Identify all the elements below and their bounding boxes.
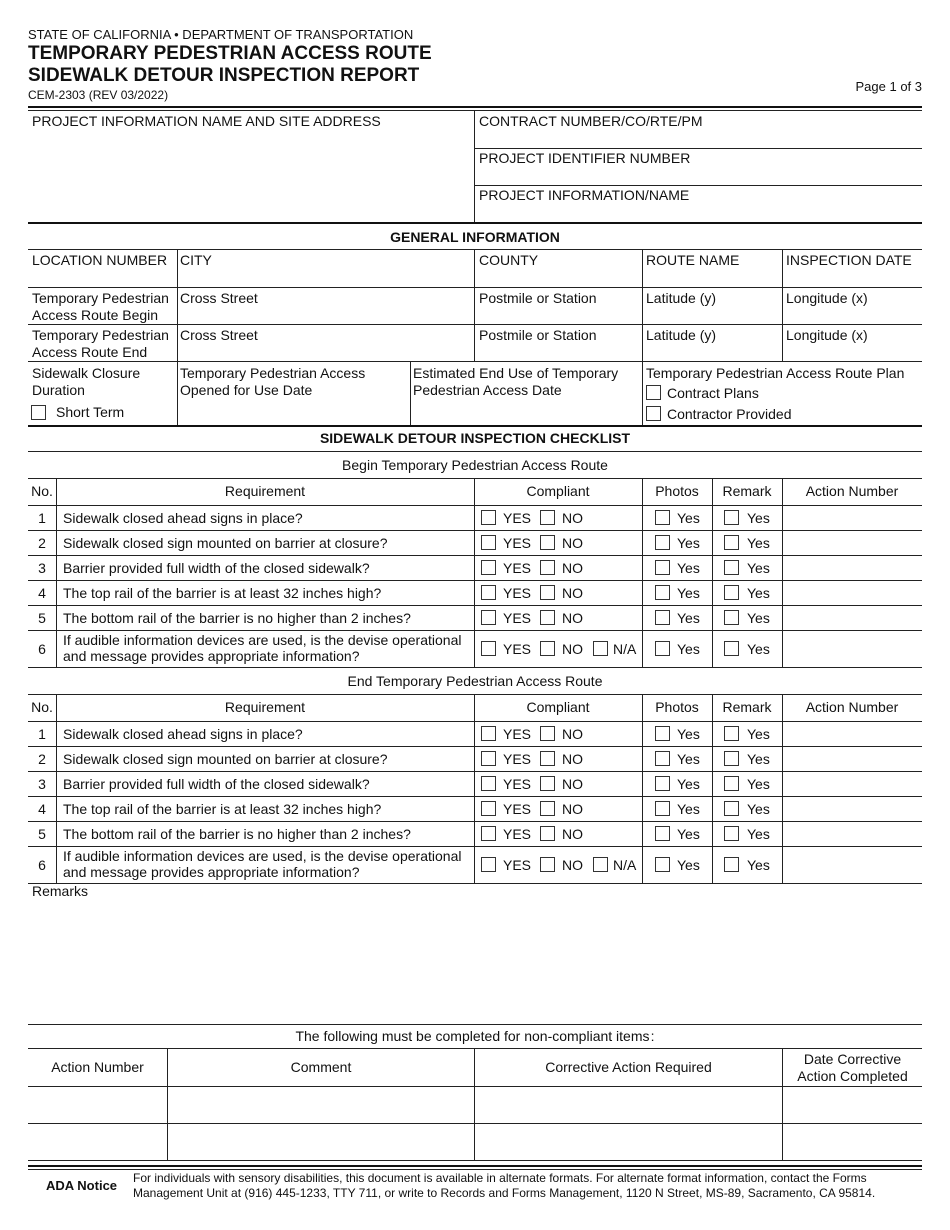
divider (28, 1169, 922, 1170)
nc-row1-date-cell[interactable] (783, 1087, 922, 1123)
divider (28, 222, 922, 224)
remarks-label: Remarks (32, 883, 89, 899)
begin-row5-remark-label: Yes (747, 609, 770, 626)
divider (28, 1160, 922, 1161)
begin-row6-requirement-line2: and message provides appropriate information? (63, 648, 360, 664)
begin-row3-requirement: Barrier provided full width of the closed sidewalk? (63, 559, 370, 576)
begin-row5-action-number-cell[interactable] (783, 606, 922, 630)
begin-row6-no-label: NO (562, 640, 583, 657)
short-term-label: Short Term (56, 404, 125, 420)
begin-row5-requirement: The bottom rail of the barrier is no higher than 2 inches? (63, 609, 411, 626)
end-row6-photos-label: Yes (677, 856, 700, 873)
end-row5-requirement: The bottom rail of the barrier is no higher than 2 inches? (63, 825, 411, 842)
end-row1-number: 1 (38, 725, 46, 742)
nc-comment-header: Comment (290, 1059, 352, 1075)
begin-row2-requirement: Sidewalk closed sign mounted on barrier at closure? (63, 534, 388, 551)
end-row3-no-label: NO (562, 775, 583, 792)
end-row2-number: 2 (38, 750, 46, 767)
nc-row1-comment-cell[interactable] (168, 1087, 474, 1123)
begin-row4-photos-checkbox[interactable] (655, 585, 670, 600)
begin-row2-remark-label: Yes (747, 534, 770, 551)
nc-date-header-line2: Action Completed (797, 1068, 908, 1084)
begin-row5-yes-checkbox[interactable] (481, 610, 496, 625)
begin-row6-na-checkbox[interactable] (593, 641, 608, 656)
noncompliant-heading: The following must be completed for non-compliant items : (295, 1028, 655, 1044)
city-label: CITY (180, 252, 212, 268)
begin-row3-photos-label: Yes (677, 559, 700, 576)
end-row3-remark-checkbox[interactable] (724, 776, 739, 791)
begin-row4-remark-label: Yes (747, 584, 770, 601)
begin-row3-no-checkbox[interactable] (540, 560, 555, 575)
begin-row5-yes-label: YES (503, 609, 532, 626)
begin-row6-action-number-cell[interactable] (783, 631, 922, 667)
begin-row1-yes-label: YES (503, 509, 532, 526)
begin-row6-requirement-line1: If audible information devices are used, is the devise operational (63, 632, 462, 648)
closure-label-line2: Duration (32, 382, 85, 398)
begin-row3-yes-checkbox[interactable] (481, 560, 496, 575)
divider (712, 478, 713, 667)
end-row4-action-number-cell[interactable] (783, 797, 922, 821)
end-row5-number: 5 (38, 825, 46, 842)
end-row2-yes-checkbox[interactable] (481, 751, 496, 766)
end-row6-remark-label: Yes (747, 856, 770, 873)
begin-row1-action-number-cell[interactable] (783, 506, 922, 530)
location-number-label: LOCATION NUMBER (32, 252, 168, 268)
divider (410, 361, 411, 425)
divider (712, 694, 713, 883)
agency-line: STATE OF CALIFORNIA • DEPARTMENT OF TRANSPORTATION (28, 27, 414, 42)
begin-row3-no-label: NO (562, 559, 583, 576)
end-header-compliant: Compliant (526, 699, 590, 715)
begin-title: Begin Temporary Pedestrian Access Route (342, 457, 608, 473)
divider (474, 110, 475, 222)
begin-row1-remark-label: Yes (747, 509, 770, 526)
divider (28, 1024, 922, 1025)
begin-row4-remark-checkbox[interactable] (724, 585, 739, 600)
divider (474, 478, 475, 667)
page-number: Page 1 of 3 (855, 79, 922, 94)
divider (56, 478, 57, 667)
end-row4-remark-checkbox[interactable] (724, 801, 739, 816)
divider (474, 249, 475, 361)
begin-row1-no-checkbox[interactable] (540, 510, 555, 525)
divider (28, 249, 922, 250)
divider (28, 324, 922, 325)
begin-row6-photos-checkbox[interactable] (655, 641, 670, 656)
begin-row5-no-label: NO (562, 609, 583, 626)
nc-row2-action-cell[interactable] (28, 1124, 167, 1160)
end-row1-remark-checkbox[interactable] (724, 726, 739, 741)
begin-row6-photos-label: Yes (677, 640, 700, 657)
contractor-provided-label: Contractor Provided (667, 406, 792, 422)
ada-notice-label: ADA Notice (46, 1178, 118, 1193)
end-header-no: No. (31, 699, 53, 715)
end-postmile-label: Postmile or Station (479, 327, 597, 343)
begin-row1-photos-label: Yes (677, 509, 700, 526)
end-row6-na-label: N/A (613, 856, 637, 873)
end-header-photos: Photos (655, 699, 699, 715)
end-row3-yes-checkbox[interactable] (481, 776, 496, 791)
divider (28, 1165, 922, 1167)
begin-row4-action-number-cell[interactable] (783, 581, 922, 605)
end-row6-action-number-cell[interactable] (783, 847, 922, 883)
end-row1-yes-label: YES (503, 725, 532, 742)
end-row2-requirement: Sidewalk closed sign mounted on barrier at closure? (63, 750, 388, 767)
end-row5-no-label: NO (562, 825, 583, 842)
end-header-requirement: Requirement (224, 699, 306, 715)
begin-row1-remark-checkbox[interactable] (724, 510, 739, 525)
begin-row3-yes-label: YES (503, 559, 532, 576)
end-row1-photos-checkbox[interactable] (655, 726, 670, 741)
inspection-date-label: INSPECTION DATE (786, 252, 912, 268)
divider (28, 667, 922, 668)
nc-row1-corrective-cell[interactable] (475, 1087, 782, 1123)
end-row6-na-checkbox[interactable] (593, 857, 608, 872)
end-row3-no-checkbox[interactable] (540, 776, 555, 791)
begin-row1-photos-checkbox[interactable] (655, 510, 670, 525)
contract-number-label: CONTRACT NUMBER/CO/RTE/PM (479, 113, 703, 129)
begin-row4-requirement: The top rail of the barrier is at least 32 inches high? (63, 584, 382, 601)
begin-row2-photos-checkbox[interactable] (655, 535, 670, 550)
end-row2-remark-label: Yes (747, 750, 770, 767)
begin-row2-number: 2 (38, 534, 46, 551)
end-row6-photos-checkbox[interactable] (655, 857, 670, 872)
begin-row5-no-checkbox[interactable] (540, 610, 555, 625)
begin-row6-yes-checkbox[interactable] (481, 641, 496, 656)
begin-row6-no-checkbox[interactable] (540, 641, 555, 656)
end-latitude-label: Latitude (y) (646, 327, 717, 343)
end-header-remark: Remark (722, 699, 772, 715)
end-label-line2: Access Route End (32, 344, 148, 360)
begin-row5-remark-checkbox[interactable] (724, 610, 739, 625)
end-row4-photos-checkbox[interactable] (655, 801, 670, 816)
end-row4-requirement: The top rail of the barrier is at least 32 inches high? (63, 800, 382, 817)
end-row2-remark-checkbox[interactable] (724, 751, 739, 766)
end-row2-photos-checkbox[interactable] (655, 751, 670, 766)
end-row2-no-checkbox[interactable] (540, 751, 555, 766)
begin-header-remark: Remark (722, 483, 772, 499)
begin-latitude-label: Latitude (y) (646, 290, 717, 306)
begin-label-line1: Temporary Pedestrian (32, 290, 169, 306)
end-row4-yes-checkbox[interactable] (481, 801, 496, 816)
project-site-label: PROJECT INFORMATION NAME AND SITE ADDRESS (32, 113, 381, 129)
begin-row1-no-label: NO (562, 509, 583, 526)
end-row3-requirement: Barrier provided full width of the closed sidewalk? (63, 775, 370, 792)
divider (28, 287, 922, 288)
end-row5-remark-checkbox[interactable] (724, 826, 739, 841)
end-row2-yes-label: YES (503, 750, 532, 767)
end-title: End Temporary Pedestrian Access Route (347, 673, 603, 689)
divider (782, 694, 783, 883)
begin-row5-number: 5 (38, 609, 46, 626)
end-row3-yes-label: YES (503, 775, 532, 792)
divider (474, 694, 475, 883)
begin-row4-yes-label: YES (503, 584, 532, 601)
closure-label-line1: Sidewalk Closure (32, 365, 141, 381)
divider (28, 478, 922, 479)
end-row6-requirement-line2: and message provides appropriate information? (63, 864, 360, 880)
nc-date-header-line1: Date Corrective (803, 1051, 902, 1067)
end-row4-no-checkbox[interactable] (540, 801, 555, 816)
end-row4-remark-label: Yes (747, 800, 770, 817)
checklist-heading: SIDEWALK DETOUR INSPECTION CHECKLIST (319, 430, 631, 446)
end-row1-yes-checkbox[interactable] (481, 726, 496, 741)
begin-row2-no-checkbox[interactable] (540, 535, 555, 550)
end-row6-number: 6 (38, 856, 46, 873)
begin-row2-no-label: NO (562, 534, 583, 551)
begin-label-line2: Access Route Begin (32, 307, 159, 323)
nc-row1-action-cell[interactable] (28, 1087, 167, 1123)
header-rule (28, 106, 922, 108)
begin-row4-photos-label: Yes (677, 584, 700, 601)
end-row3-action-number-cell[interactable] (783, 772, 922, 796)
begin-row2-yes-label: YES (503, 534, 532, 551)
begin-row6-number: 6 (38, 640, 46, 657)
opened-label-line2: Opened for Use Date (180, 382, 313, 398)
begin-row3-remark-label: Yes (747, 559, 770, 576)
begin-header-action: Action Number (805, 483, 899, 499)
begin-header-photos: Photos (655, 483, 699, 499)
opened-label-line1: Temporary Pedestrian Access (180, 365, 366, 381)
short-term-checkbox[interactable] (31, 405, 46, 420)
begin-row2-photos-label: Yes (677, 534, 700, 551)
end-header-action: Action Number (805, 699, 899, 715)
begin-row2-yes-checkbox[interactable] (481, 535, 496, 550)
end-row2-action-number-cell[interactable] (783, 747, 922, 771)
end-label-line1: Temporary Pedestrian (32, 327, 169, 343)
end-row6-remark-checkbox[interactable] (724, 857, 739, 872)
nc-row2-corrective-cell[interactable] (475, 1124, 782, 1160)
end-row6-yes-label: YES (503, 856, 532, 873)
begin-row2-action-number-cell[interactable] (783, 531, 922, 555)
end-row6-no-checkbox[interactable] (540, 857, 555, 872)
end-row3-number: 3 (38, 775, 46, 792)
begin-header-compliant: Compliant (526, 483, 590, 499)
end-row5-photos-checkbox[interactable] (655, 826, 670, 841)
begin-row6-na-label: N/A (613, 640, 637, 657)
contract-plans-label: Contract Plans (667, 385, 759, 401)
nc-corrective-header: Corrective Action Required (545, 1059, 712, 1075)
begin-row2-remark-checkbox[interactable] (724, 535, 739, 550)
end-row5-no-checkbox[interactable] (540, 826, 555, 841)
end-row1-no-label: NO (562, 725, 583, 742)
end-row4-yes-label: YES (503, 800, 532, 817)
route-plan-label: Temporary Pedestrian Access Route Plan (646, 365, 905, 381)
project-identifier-label: PROJECT IDENTIFIER NUMBER (479, 150, 691, 166)
end-row4-no-label: NO (562, 800, 583, 817)
begin-row4-yes-checkbox[interactable] (481, 585, 496, 600)
divider (642, 478, 643, 667)
divider (782, 249, 783, 361)
end-cross-street-label: Cross Street (180, 327, 258, 343)
begin-row6-yes-label: YES (503, 640, 532, 657)
divider (177, 249, 178, 425)
begin-row3-number: 3 (38, 559, 46, 576)
end-row5-remark-label: Yes (747, 825, 770, 842)
begin-row4-no-checkbox[interactable] (540, 585, 555, 600)
end-row1-no-checkbox[interactable] (540, 726, 555, 741)
begin-row1-requirement: Sidewalk closed ahead signs in place? (63, 509, 303, 526)
end-row1-remark-label: Yes (747, 725, 770, 742)
nc-row2-date-cell[interactable] (783, 1124, 922, 1160)
end-row6-no-label: NO (562, 856, 583, 873)
nc-action-number-header: Action Number (51, 1059, 144, 1075)
end-longitude-label: Longitude (x) (786, 327, 868, 343)
begin-row6-remark-label: Yes (747, 640, 770, 657)
begin-cross-street-label: Cross Street (180, 290, 258, 306)
end-row2-photos-label: Yes (677, 750, 700, 767)
end-row3-photos-checkbox[interactable] (655, 776, 670, 791)
divider (642, 249, 643, 425)
begin-header-requirement: Requirement (224, 483, 306, 499)
begin-row3-photos-checkbox[interactable] (655, 560, 670, 575)
begin-longitude-label: Longitude (x) (786, 290, 868, 306)
form-number: CEM-2303 (REV 03/2022) (28, 88, 169, 102)
end-row4-number: 4 (38, 800, 46, 817)
divider (28, 451, 922, 452)
end-row5-photos-label: Yes (677, 825, 700, 842)
end-row5-yes-checkbox[interactable] (481, 826, 496, 841)
county-label: COUNTY (479, 252, 539, 268)
project-name-label: PROJECT INFORMATION/NAME (479, 187, 690, 203)
route-name-label: ROUTE NAME (646, 252, 740, 268)
divider (474, 185, 922, 186)
divider (28, 361, 922, 362)
begin-postmile-label: Postmile or Station (479, 290, 597, 306)
est-end-label-line1: Estimated End Use of Temporary (413, 365, 619, 381)
end-row1-action-number-cell[interactable] (783, 722, 922, 746)
end-row2-no-label: NO (562, 750, 583, 767)
ada-notice-line1: For individuals with sensory disabilities, this document is available in alternate formats. For alternate format information, contact the Forms (133, 1171, 867, 1185)
nc-row2-comment-cell[interactable] (168, 1124, 474, 1160)
begin-row1-number: 1 (38, 509, 46, 526)
end-row5-action-number-cell[interactable] (783, 822, 922, 846)
divider (28, 1048, 922, 1049)
end-row1-requirement: Sidewalk closed ahead signs in place? (63, 725, 303, 742)
divider (782, 478, 783, 667)
begin-row4-number: 4 (38, 584, 46, 601)
begin-row1-yes-checkbox[interactable] (481, 510, 496, 525)
begin-row6-remark-checkbox[interactable] (724, 641, 739, 656)
header-rule-thin (28, 110, 922, 111)
end-row1-photos-label: Yes (677, 725, 700, 742)
form-title-line2: SIDEWALK DETOUR INSPECTION REPORT (28, 65, 420, 86)
general-info-heading: GENERAL INFORMATION (390, 229, 560, 245)
divider (474, 148, 922, 149)
begin-row4-no-label: NO (562, 584, 583, 601)
est-end-label-line2: Pedestrian Access Date (413, 382, 562, 398)
form-title-line1: TEMPORARY PEDESTRIAN ACCESS ROUTE (28, 43, 432, 64)
ada-notice-line2: Management Unit at (916) 445-1233, TTY 711, or write to Records and Forms Management, 1120 N Street, MS-89, Sacramento, CA 95814. (133, 1186, 876, 1200)
begin-header-no: No. (31, 483, 53, 499)
begin-row3-action-number-cell[interactable] (783, 556, 922, 580)
contract-plans-checkbox[interactable] (646, 385, 661, 400)
begin-row5-photos-label: Yes (677, 609, 700, 626)
end-row3-remark-label: Yes (747, 775, 770, 792)
end-row6-yes-checkbox[interactable] (481, 857, 496, 872)
remarks-area[interactable] (28, 900, 922, 1020)
begin-row3-remark-checkbox[interactable] (724, 560, 739, 575)
end-row3-photos-label: Yes (677, 775, 700, 792)
end-row6-requirement-line1: If audible information devices are used, is the devise operational (63, 848, 462, 864)
divider (28, 425, 922, 427)
contractor-provided-checkbox[interactable] (646, 406, 661, 421)
divider (56, 694, 57, 883)
divider (28, 694, 922, 695)
begin-row5-photos-checkbox[interactable] (655, 610, 670, 625)
divider (642, 694, 643, 883)
end-row5-yes-label: YES (503, 825, 532, 842)
end-row4-photos-label: Yes (677, 800, 700, 817)
divider (28, 883, 922, 884)
